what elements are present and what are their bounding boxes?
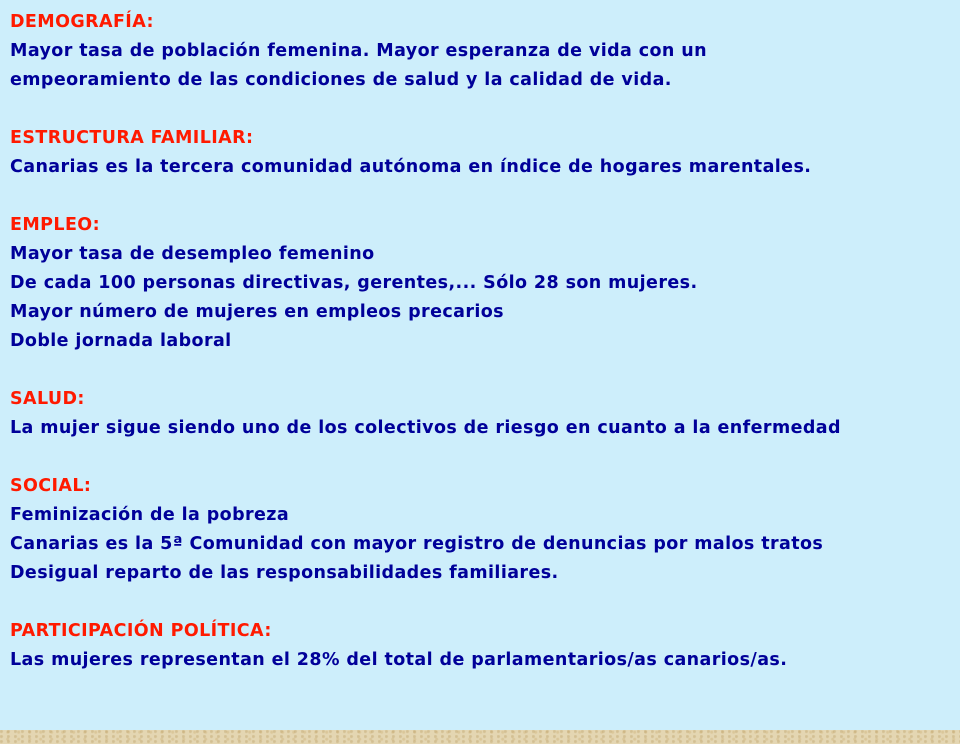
section-demografia bbox=[10, 8, 958, 95]
section-estructura-familiar bbox=[10, 124, 958, 182]
section-heading: SALUD: bbox=[10, 389, 85, 409]
document-body bbox=[10, 8, 958, 704]
section-line: Desigual reparto de las responsabilidades familiares. bbox=[10, 563, 559, 583]
section-line: Feminización de la pobreza bbox=[10, 505, 290, 525]
section-line: De cada 100 personas directivas, gerentes,... Sólo 28 son mujeres. bbox=[10, 273, 698, 293]
section-heading: EMPLEO: bbox=[10, 215, 100, 235]
section-heading: PARTICIPACIÓN POLÍTICA: bbox=[10, 621, 272, 641]
section-line: Canarias es la tercera comunidad autónoma en índice de hogares marentales. bbox=[10, 157, 812, 177]
section-line: Canarias es la 5ª Comunidad con mayor registro de denuncias por malos tratos bbox=[10, 534, 824, 554]
section-heading: DEMOGRAFÍA: bbox=[10, 12, 154, 32]
section-heading: SOCIAL: bbox=[10, 476, 92, 496]
section-line: Mayor tasa de desempleo femenino bbox=[10, 244, 375, 264]
section-line: Mayor número de mujeres en empleos precarios bbox=[10, 302, 504, 322]
section-line: Mayor tasa de población femenina. Mayor esperanza de vida con un bbox=[10, 41, 707, 61]
section-line: Las mujeres representan el 28% del total de parlamentarios/as canarios/as. bbox=[10, 650, 788, 670]
section-empleo bbox=[10, 211, 958, 356]
section-line: empeoramiento de las condiciones de salud y la calidad de vida. bbox=[10, 70, 672, 90]
section-social bbox=[10, 472, 958, 588]
section-heading: ESTRUCTURA FAMILIAR: bbox=[10, 128, 254, 148]
section-salud bbox=[10, 385, 958, 443]
section-line: La mujer sigue siendo uno de los colectivos de riesgo en cuanto a la enfermedad bbox=[10, 418, 841, 438]
section-line: Doble jornada laboral bbox=[10, 331, 232, 351]
section-participacion-politica bbox=[10, 617, 958, 675]
